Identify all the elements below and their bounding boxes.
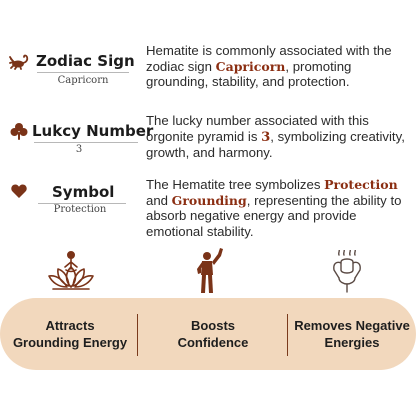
feature-confidence: [140, 298, 286, 370]
lucky-number-title: Lukcy Number: [32, 122, 154, 140]
lucky-number-description: The lucky number associated with this orgonite pyramid is 3, symbolizing creativity, growth, and harmony.: [146, 113, 405, 160]
zodiac-description: Hematite is commonly associated with the zodiac sign Capricorn, promoting grounding, stability, and protection.: [146, 43, 392, 89]
scorpion-icon: [9, 52, 31, 70]
lucky-number-divider: [34, 142, 138, 143]
symbol-highlight-grounding: Grounding: [171, 192, 247, 208]
symbol-description: The Hematite tree symbolizes Protection and Grounding, representing the ability to absorb negative energy and provide emotional stability.: [146, 177, 402, 239]
feature-negative-line2: Energies: [324, 335, 380, 350]
zodiac-highlight: Capricorn: [215, 58, 286, 74]
symbol-title: Symbol: [52, 183, 115, 201]
zodiac-subtitle: Capricorn: [57, 75, 109, 86]
lucky-number-subtitle: 3: [75, 144, 83, 155]
feature-confidence-line2: Confidence: [177, 335, 249, 350]
stress-relief-head-icon: [330, 250, 364, 294]
zodiac-title: Zodiac Sign: [36, 52, 135, 70]
symbol-highlight-protection: Protection: [324, 177, 398, 192]
feature-negative-energies: [288, 298, 416, 370]
feature-grounding-line2: Grounding Energy: [12, 335, 128, 350]
heart-icon: [11, 184, 27, 198]
triumphant-person-icon: [194, 247, 224, 295]
symbol-subtitle: Protection: [53, 204, 107, 215]
clover-icon: [10, 122, 28, 140]
lotus-meditation-icon: [47, 249, 95, 291]
features-banner: [0, 298, 416, 370]
feature-grounding: [6, 298, 134, 370]
feature-divider-1: [137, 314, 138, 356]
feature-confidence-line1: Boosts: [190, 318, 236, 333]
zodiac-divider: [37, 72, 129, 73]
feature-negative-line1: Removes Negative: [294, 318, 410, 333]
lucky-number-highlight: 3: [261, 129, 271, 145]
feature-grounding-line1: Attracts: [45, 318, 95, 333]
